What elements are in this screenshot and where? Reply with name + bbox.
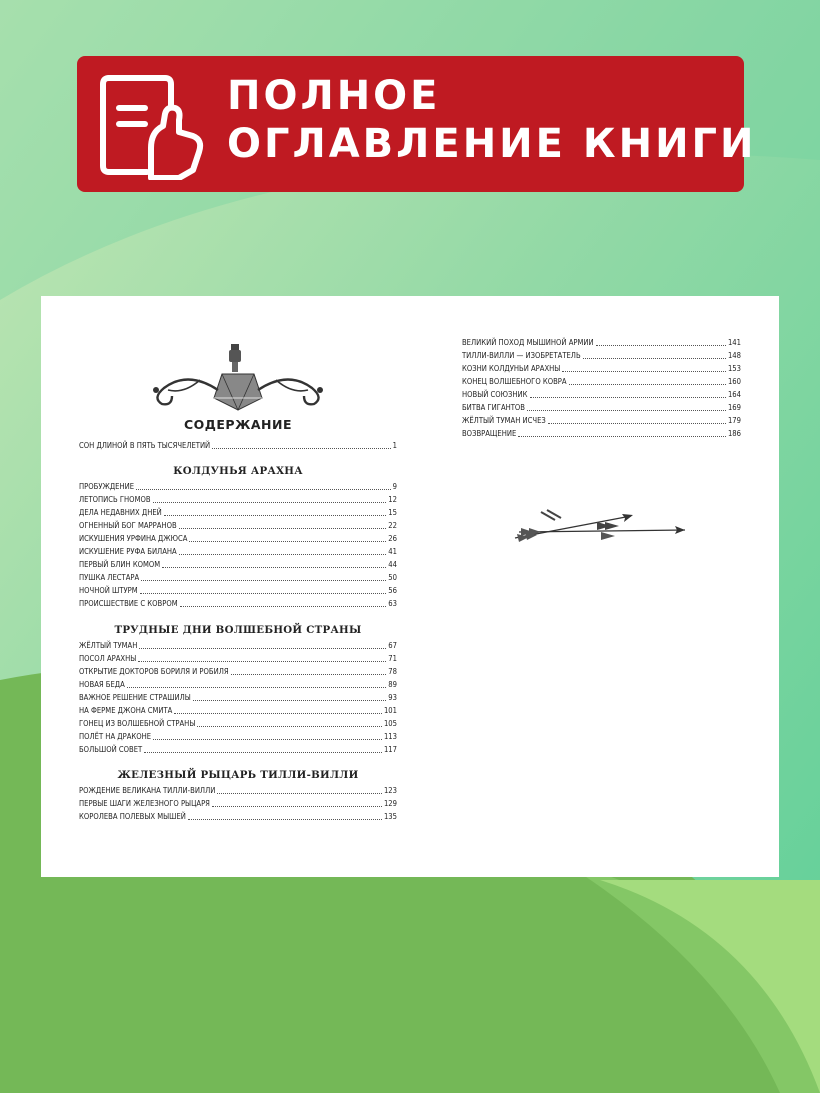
entry-page: 186 <box>727 429 741 438</box>
entry-page: 113 <box>383 732 397 741</box>
entry-page: 153 <box>727 364 741 373</box>
dot-leader <box>583 357 726 359</box>
entry-title: ПУШКА ЛЕСТАРА <box>79 573 140 582</box>
entry-page: 22 <box>388 521 397 530</box>
dot-leader <box>138 660 386 662</box>
toc-entry <box>79 810 397 823</box>
entry-page: 160 <box>727 377 741 386</box>
dot-leader <box>193 699 386 701</box>
entry-title: КОЗНИ КОЛДУНЬИ АРАХНЫ <box>462 364 561 373</box>
entry-page: 169 <box>727 403 741 412</box>
dot-leader <box>139 647 386 649</box>
dot-leader <box>197 725 382 727</box>
dot-leader <box>231 673 387 675</box>
entry-page: 117 <box>383 745 397 754</box>
entry-page: 1 <box>392 441 397 450</box>
dot-leader <box>179 527 387 529</box>
toc-entry <box>79 730 397 743</box>
entry-title: ПЕРВЫЕ ШАГИ ЖЕЛЕЗНОГО РЫЦАРЯ <box>79 799 210 808</box>
entry-title: БОЛЬШОЙ СОВЕТ <box>79 745 143 754</box>
entry-page: 78 <box>388 667 397 676</box>
toc-entry <box>462 427 741 440</box>
entry-page: 63 <box>388 599 397 608</box>
entry-page: 9 <box>392 482 397 491</box>
entry-page: 141 <box>727 338 741 347</box>
dot-leader <box>569 383 726 385</box>
entry-title: ГОНЕЦ ИЗ ВОЛШЕБНОЙ СТРАНЫ <box>79 719 196 728</box>
toc-entry <box>462 362 741 375</box>
dot-leader <box>141 579 386 581</box>
dot-leader <box>153 738 382 740</box>
dot-leader <box>217 792 382 794</box>
dot-leader <box>162 566 386 568</box>
entry-title: ПОЛЁТ НА ДРАКОНЕ <box>79 732 152 741</box>
entry-title: ДЕЛА НЕДАВНИХ ДНЕЙ <box>79 508 162 517</box>
entry-title: КОРОЛЕВА ПОЛЕВЫХ МЫШЕЙ <box>79 812 186 821</box>
dot-leader <box>189 540 386 542</box>
crystal-ornament-icon <box>138 344 338 412</box>
entry-title: НОВАЯ БЕДА <box>79 680 125 689</box>
entry-title: ПРОБУЖДЕНИЕ <box>79 482 135 491</box>
banner-title-line1: ПОЛНОЕ <box>227 73 441 119</box>
banner-title-line2: ОГЛАВЛЕНИЕ КНИГИ <box>227 121 757 167</box>
dot-leader <box>144 751 382 753</box>
entry-title: ОГНЕННЫЙ БОГ МАРРАНОВ <box>79 521 177 530</box>
dot-leader <box>179 553 387 555</box>
entry-title: ИСКУШЕНИЕ РУФА БИЛАНА <box>79 547 177 556</box>
part-title: ТРУДНЫЕ ДНИ ВОЛШЕБНОЙ СТРАНЫ <box>114 624 362 636</box>
dot-leader <box>212 805 382 807</box>
entry-title: ПОСОЛ АРАХНЫ <box>79 654 137 663</box>
toc-entry <box>79 506 397 519</box>
toc-entry <box>79 652 397 665</box>
entry-page: 93 <box>388 693 397 702</box>
entry-page: 71 <box>388 654 397 663</box>
toc-entry <box>79 519 397 532</box>
part-title: КОЛДУНЬЯ АРАХНА <box>173 465 303 477</box>
entry-title: ЛЕТОПИСЬ ГНОМОВ <box>79 495 151 504</box>
dot-leader <box>153 501 387 503</box>
entry-title: НОВЫЙ СОЮЗНИК <box>462 390 528 399</box>
dot-leader <box>527 409 726 411</box>
toc-entry <box>79 743 397 756</box>
entry-page: 179 <box>727 416 741 425</box>
entry-page: 67 <box>388 641 397 650</box>
title-banner <box>77 56 757 192</box>
toc-entry <box>79 678 397 691</box>
entry-page: 148 <box>727 351 741 360</box>
dot-leader <box>188 818 382 820</box>
dot-leader <box>136 488 391 490</box>
arrows-icon <box>511 504 691 544</box>
toc-entry <box>79 532 397 545</box>
toc-entry <box>79 597 397 610</box>
entry-page: 105 <box>383 719 397 728</box>
toc-entry <box>79 545 397 558</box>
entry-title: НОЧНОЙ ШТУРМ <box>79 586 138 595</box>
toc-entry <box>79 704 397 717</box>
entry-page: 50 <box>388 573 397 582</box>
toc-entry <box>462 336 741 349</box>
entry-page: 135 <box>383 812 397 821</box>
entry-page: 129 <box>383 799 397 808</box>
entry-page: 56 <box>388 586 397 595</box>
entry-title: БИТВА ГИГАНТОВ <box>462 403 525 412</box>
entry-title: КОНЕЦ ВОЛШЕБНОГО КОВРА <box>462 377 567 386</box>
toc-entry <box>79 480 397 493</box>
toc-entry <box>462 388 741 401</box>
entry-page: 44 <box>388 560 397 569</box>
banner-title <box>227 72 757 168</box>
part-title: ЖЕЛЕЗНЫЙ РЫЦАРЬ ТИЛЛИ-ВИЛЛИ <box>117 769 359 781</box>
entry-page: 123 <box>383 786 397 795</box>
toc-entry <box>79 717 397 730</box>
entry-title: ИСКУШЕНИЯ УРФИНА ДЖЮСА <box>79 534 188 543</box>
entry-page: 26 <box>388 534 397 543</box>
toc-entry <box>79 784 397 797</box>
dot-leader <box>180 605 387 607</box>
toc-entry <box>79 493 397 506</box>
toc-entry <box>79 571 397 584</box>
entry-title: РОЖДЕНИЕ ВЕЛИКАНА ТИЛЛИ-ВИЛЛИ <box>79 786 216 795</box>
dot-leader <box>596 344 726 346</box>
dot-leader <box>548 422 726 424</box>
dot-leader <box>164 514 387 516</box>
entry-page: 89 <box>388 680 397 689</box>
toc-entry <box>462 349 741 362</box>
toc-entry <box>462 375 741 388</box>
dot-leader <box>518 435 726 437</box>
toc-entry <box>79 797 397 810</box>
toc-entry <box>462 401 741 414</box>
entry-title: ПЕРВЫЙ БЛИН КОМОМ <box>79 560 161 569</box>
toc-entry <box>79 439 397 452</box>
dot-leader <box>127 686 386 688</box>
entry-title: ЖЁЛТЫЙ ТУМАН ИСЧЕЗ <box>462 416 546 425</box>
dot-leader <box>212 447 390 449</box>
toc-entry <box>79 558 397 571</box>
entry-page: 41 <box>388 547 397 556</box>
toc-entry <box>79 691 397 704</box>
entry-page: 12 <box>388 495 397 504</box>
dot-leader <box>174 712 382 714</box>
entry-page: 101 <box>383 706 397 715</box>
dot-leader <box>562 370 726 372</box>
entry-title: ВОЗВРАЩЕНИЕ <box>462 429 517 438</box>
entry-page: 15 <box>388 508 397 517</box>
dot-leader <box>530 396 726 398</box>
document-hand-icon <box>95 70 205 180</box>
toc-entry <box>79 639 397 652</box>
entry-title: ВАЖНОЕ РЕШЕНИЕ СТРАШИЛЫ <box>79 693 191 702</box>
toc-entry <box>79 665 397 678</box>
toc-title: СОДЕРЖАНИЕ <box>183 417 293 432</box>
entry-title: ЖЁЛТЫЙ ТУМАН <box>79 641 138 650</box>
toc-entry <box>462 414 741 427</box>
entry-title: ТИЛЛИ-ВИЛЛИ — ИЗОБРЕТАТЕЛЬ <box>462 351 581 360</box>
entry-title: ОТКРЫТИЕ ДОКТОРОВ БОРИЛЯ И РОБИЛЯ <box>79 667 229 676</box>
toc-entry <box>79 584 397 597</box>
entry-title: ВЕЛИКИЙ ПОХОД МЫШИНОЙ АРМИИ <box>462 338 594 347</box>
entry-page: 164 <box>727 390 741 399</box>
entry-title: ПРОИСШЕСТВИЕ С КОВРОМ <box>79 599 178 608</box>
entry-title: СОН ДЛИНОЙ В ПЯТЬ ТЫСЯЧЕЛЕТИЙ <box>79 441 211 450</box>
book-spread <box>41 296 779 877</box>
dot-leader <box>140 592 387 594</box>
entry-title: НА ФЕРМЕ ДЖОНА СМИТА <box>79 706 173 715</box>
